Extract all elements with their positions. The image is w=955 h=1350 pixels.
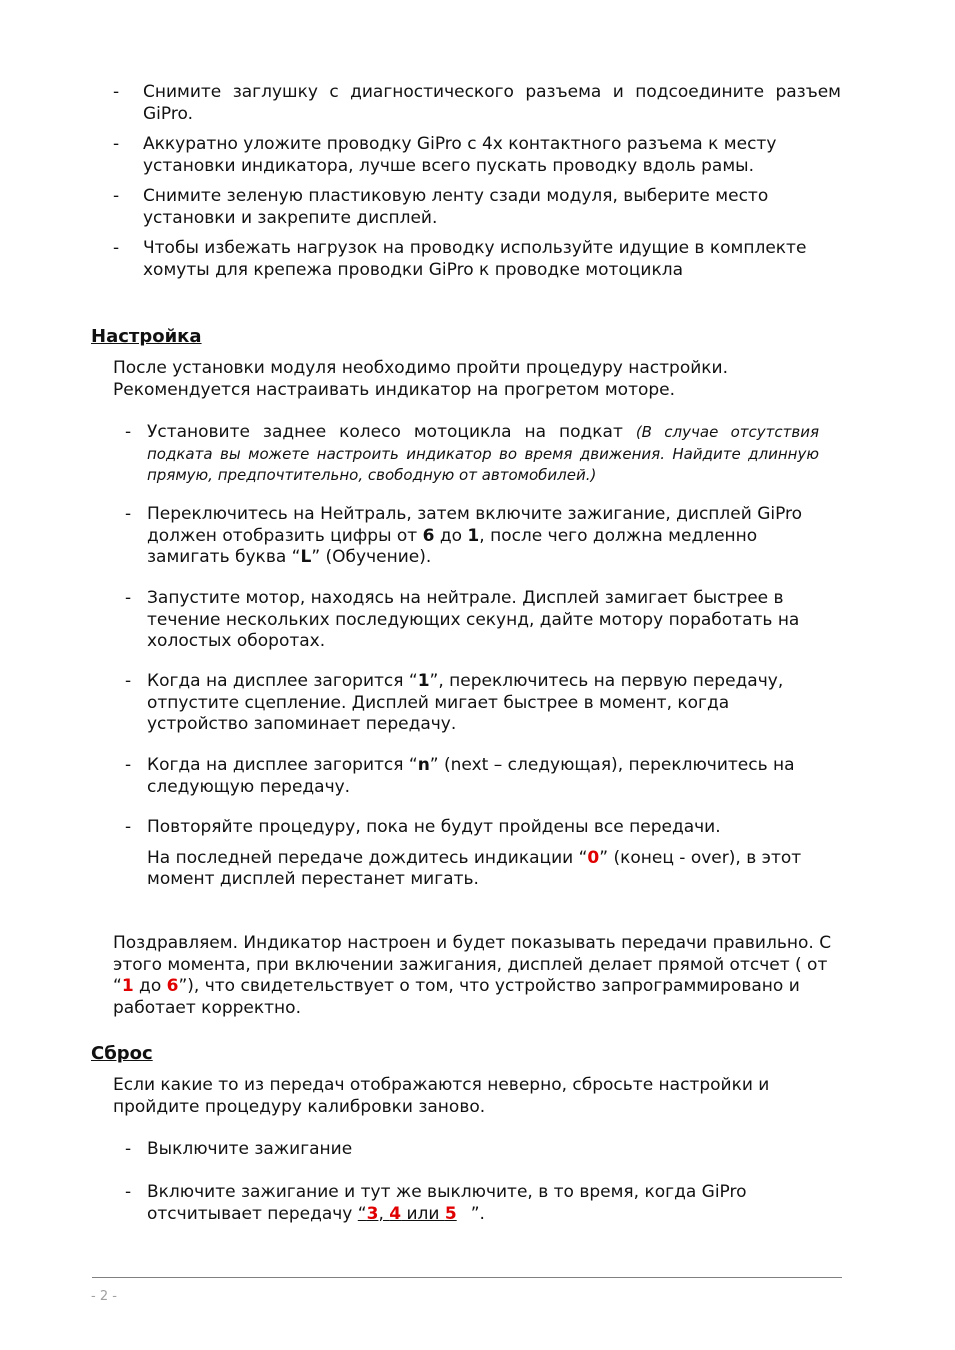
reset-intro: Если какие то из передач отображаются неверно, сбросьте настройки и пройдите процедуру калибровки заново. — [113, 1075, 770, 1117]
separator: или — [401, 1203, 445, 1224]
bullet-dash: - — [125, 817, 132, 837]
step-text: Повторяйте процедуру, пока не будут пройдены все передачи. — [147, 817, 721, 837]
congrats-text: ”), что свидетельствует о том, что устройство запрограммировано и работает корректно. — [113, 976, 800, 1018]
step-text: ” (конец - over), в этот момент дисплей перестанет мигать. — [147, 847, 802, 889]
digit-four: 4 — [389, 1203, 402, 1224]
quote-close: ” — [470, 1203, 480, 1224]
step-note: (В случае отсутствия подката вы можете настроить индикатор во время движения. Найдите длинную прямую, предпочтительно, свободную от автомобилей.) — [147, 423, 819, 484]
letter-l: L — [300, 547, 312, 567]
setup-step-4 — [125, 671, 819, 736]
list-item — [113, 186, 841, 229]
reset-step-1 — [125, 1139, 819, 1161]
digit-six: 6 — [166, 976, 179, 996]
step-text: Когда на дисплее загорится “ — [147, 755, 418, 775]
step-text: ” (Обучение). — [311, 547, 432, 567]
digit-one: 1 — [467, 525, 480, 546]
bullet-dash: - — [113, 82, 120, 102]
setup-step-2 — [125, 504, 819, 569]
bullet-dash: - — [125, 755, 132, 775]
step-text: Выключите зажигание — [147, 1139, 353, 1159]
step-text: Запустите мотор, находясь на нейтрале. Дисплей замигает быстрее в течение нескольких последующих секунд, дайте мотору поработать на холостых оборотах. — [147, 588, 800, 651]
bullet-dash: - — [113, 238, 120, 258]
step-text: , после чего должна медленно замигать буква “ — [147, 525, 758, 567]
bullet-dash: - — [113, 134, 120, 154]
step-text: Установите заднее колесо мотоцикла на подкат — [147, 422, 636, 442]
step-text: ”, переключитесь на первую передачу, отпустите сцепление. Дисплей мигает быстрее в момент, когда устройство запоминает передачу. — [147, 671, 784, 734]
period: . — [479, 1203, 485, 1224]
setup-intro: После установки модуля необходимо пройти процедуру настройки. Рекомендуется настраивать индикатор на прогретом моторе. — [113, 358, 728, 400]
step-text: Переключитесь на Нейтраль, затем включите зажигание, дисплей GiPro должен отобразить цифры от — [147, 504, 803, 546]
reset-step-2 — [125, 1182, 819, 1225]
bullet-dash: - — [125, 504, 132, 524]
digit-six: 6 — [422, 525, 435, 546]
list-item — [113, 238, 841, 281]
digit-five: 5 — [444, 1203, 457, 1224]
setup-step-6 — [125, 817, 819, 891]
footer-divider — [92, 1277, 842, 1278]
step-text: ” (next – следующая), переключитесь на следующую передачу. — [147, 755, 795, 797]
quote-open: “ — [357, 1203, 367, 1224]
reset-heading: Сброс — [91, 1043, 153, 1064]
congrats-paragraph — [113, 933, 841, 1019]
letter-n: n — [417, 755, 430, 775]
list-item-text: Снимите зеленую пластиковую ленту сзади модуля, выберите место установки и закрепите дисплей. — [143, 186, 769, 228]
install-list — [113, 82, 841, 290]
setup-step-3 — [125, 588, 819, 653]
digit-three: 3 — [366, 1203, 379, 1224]
digit-zero: 0 — [587, 847, 600, 868]
bullet-dash: - — [125, 671, 132, 691]
setup-heading: Настройка — [91, 326, 202, 347]
setup-step-5 — [125, 755, 819, 798]
step-text: На последней передаче дождитесь индикации “ — [147, 847, 588, 868]
bullet-dash: - — [113, 186, 120, 206]
congrats-text: до — [133, 976, 167, 996]
bullet-dash: - — [125, 1182, 132, 1202]
step-text: Включите зажигание и тут же выключите, в то время, когда GiPro отсчитывает передачу — [147, 1182, 747, 1224]
list-item — [113, 134, 841, 177]
bullet-dash: - — [125, 422, 132, 442]
congrats-text: Поздравляем. Индикатор настроен и будет показывать передачи правильно. С этого момента, при включении зажигания, дисплей делает прямой отсчет ( от “ — [113, 933, 832, 996]
gear-list — [358, 1204, 471, 1224]
step-text: Когда на дисплее загорится “ — [147, 671, 418, 691]
setup-step-1 — [125, 422, 819, 487]
list-item-text: Снимите заглушку с диагностического разъема и подсоедините разъем GiPro. — [143, 82, 841, 124]
step-text: до — [434, 525, 468, 546]
bullet-dash: - — [125, 1139, 132, 1159]
digit-one: 1 — [417, 671, 430, 691]
page-number: - 2 - — [91, 1289, 117, 1304]
list-item — [113, 82, 841, 125]
digit-one: 1 — [121, 976, 134, 996]
bullet-dash: - — [125, 588, 132, 608]
separator: , — [378, 1203, 390, 1224]
list-item-text: Чтобы избежать нагрузок на проводку используйте идущие в комплекте хомуты для крепежа проводки GiPro к проводке мотоцикла — [143, 238, 807, 280]
list-item-text: Аккуратно уложите проводку GiPro с 4х контактного разъема к месту установки индикатора, лучше всего пускать проводку вдоль рамы. — [143, 134, 777, 176]
